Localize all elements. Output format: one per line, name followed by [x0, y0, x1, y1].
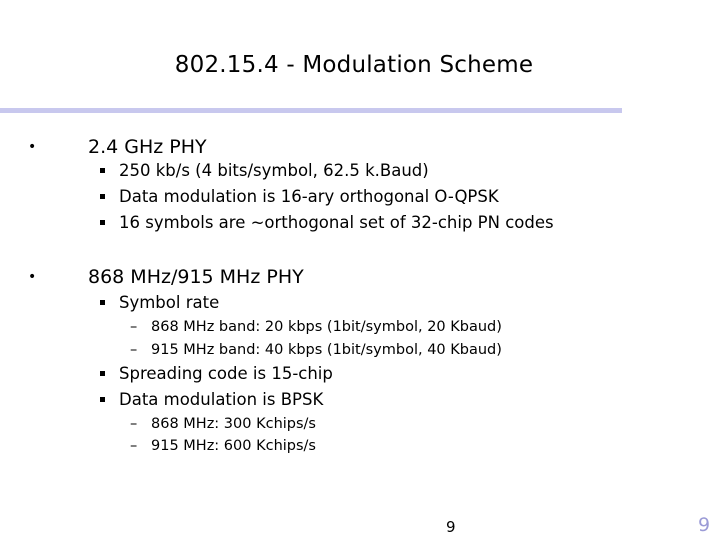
dash-bullet: –: [130, 416, 138, 432]
bullet-dot: •: [28, 139, 37, 155]
title-underline: [0, 108, 622, 113]
square-bullet-icon: [100, 194, 105, 199]
list-item-text: Spreading code is 15-chip: [119, 364, 333, 383]
list-item-text: 16 symbols are ~orthogonal set of 32-chip PN codes: [119, 213, 554, 232]
square-bullet-icon: [100, 220, 105, 225]
sub-list-item-text: 868 MHz: 300 Kchips/s: [151, 416, 316, 432]
square-bullet-icon: [100, 300, 105, 305]
list-item-text: 250 kb/s (4 bits/symbol, 62.5 k.Baud): [119, 161, 429, 180]
sub-list-item-text: 915 MHz: 600 Kchips/s: [151, 438, 316, 454]
page-number: 9: [446, 518, 456, 536]
slide-title: 802.15.4 - Modulation Scheme: [174, 52, 534, 78]
bullet-dot: •: [28, 269, 37, 285]
square-bullet-icon: [100, 397, 105, 402]
section-heading-text: 868 MHz/915 MHz PHY: [88, 266, 304, 288]
dash-bullet: –: [130, 342, 138, 358]
dash-bullet: –: [130, 438, 138, 454]
sub-list-item-text: 915 MHz band: 40 kbps (1bit/symbol, 40 Kbaud): [151, 342, 502, 358]
square-bullet-icon: [100, 371, 105, 376]
list-item-text: Data modulation is BPSK: [119, 390, 324, 409]
list-item-text: Data modulation is 16-ary orthogonal O-QPSK: [119, 187, 499, 206]
list-item-text: Symbol rate: [119, 293, 220, 312]
sub-list-item-text: 868 MHz band: 20 kbps (1bit/symbol, 20 Kbaud): [151, 319, 502, 335]
corner-page-number: 9: [698, 514, 711, 536]
section-heading-text: 2.4 GHz PHY: [88, 136, 207, 158]
square-bullet-icon: [100, 168, 105, 173]
dash-bullet: –: [130, 319, 138, 335]
